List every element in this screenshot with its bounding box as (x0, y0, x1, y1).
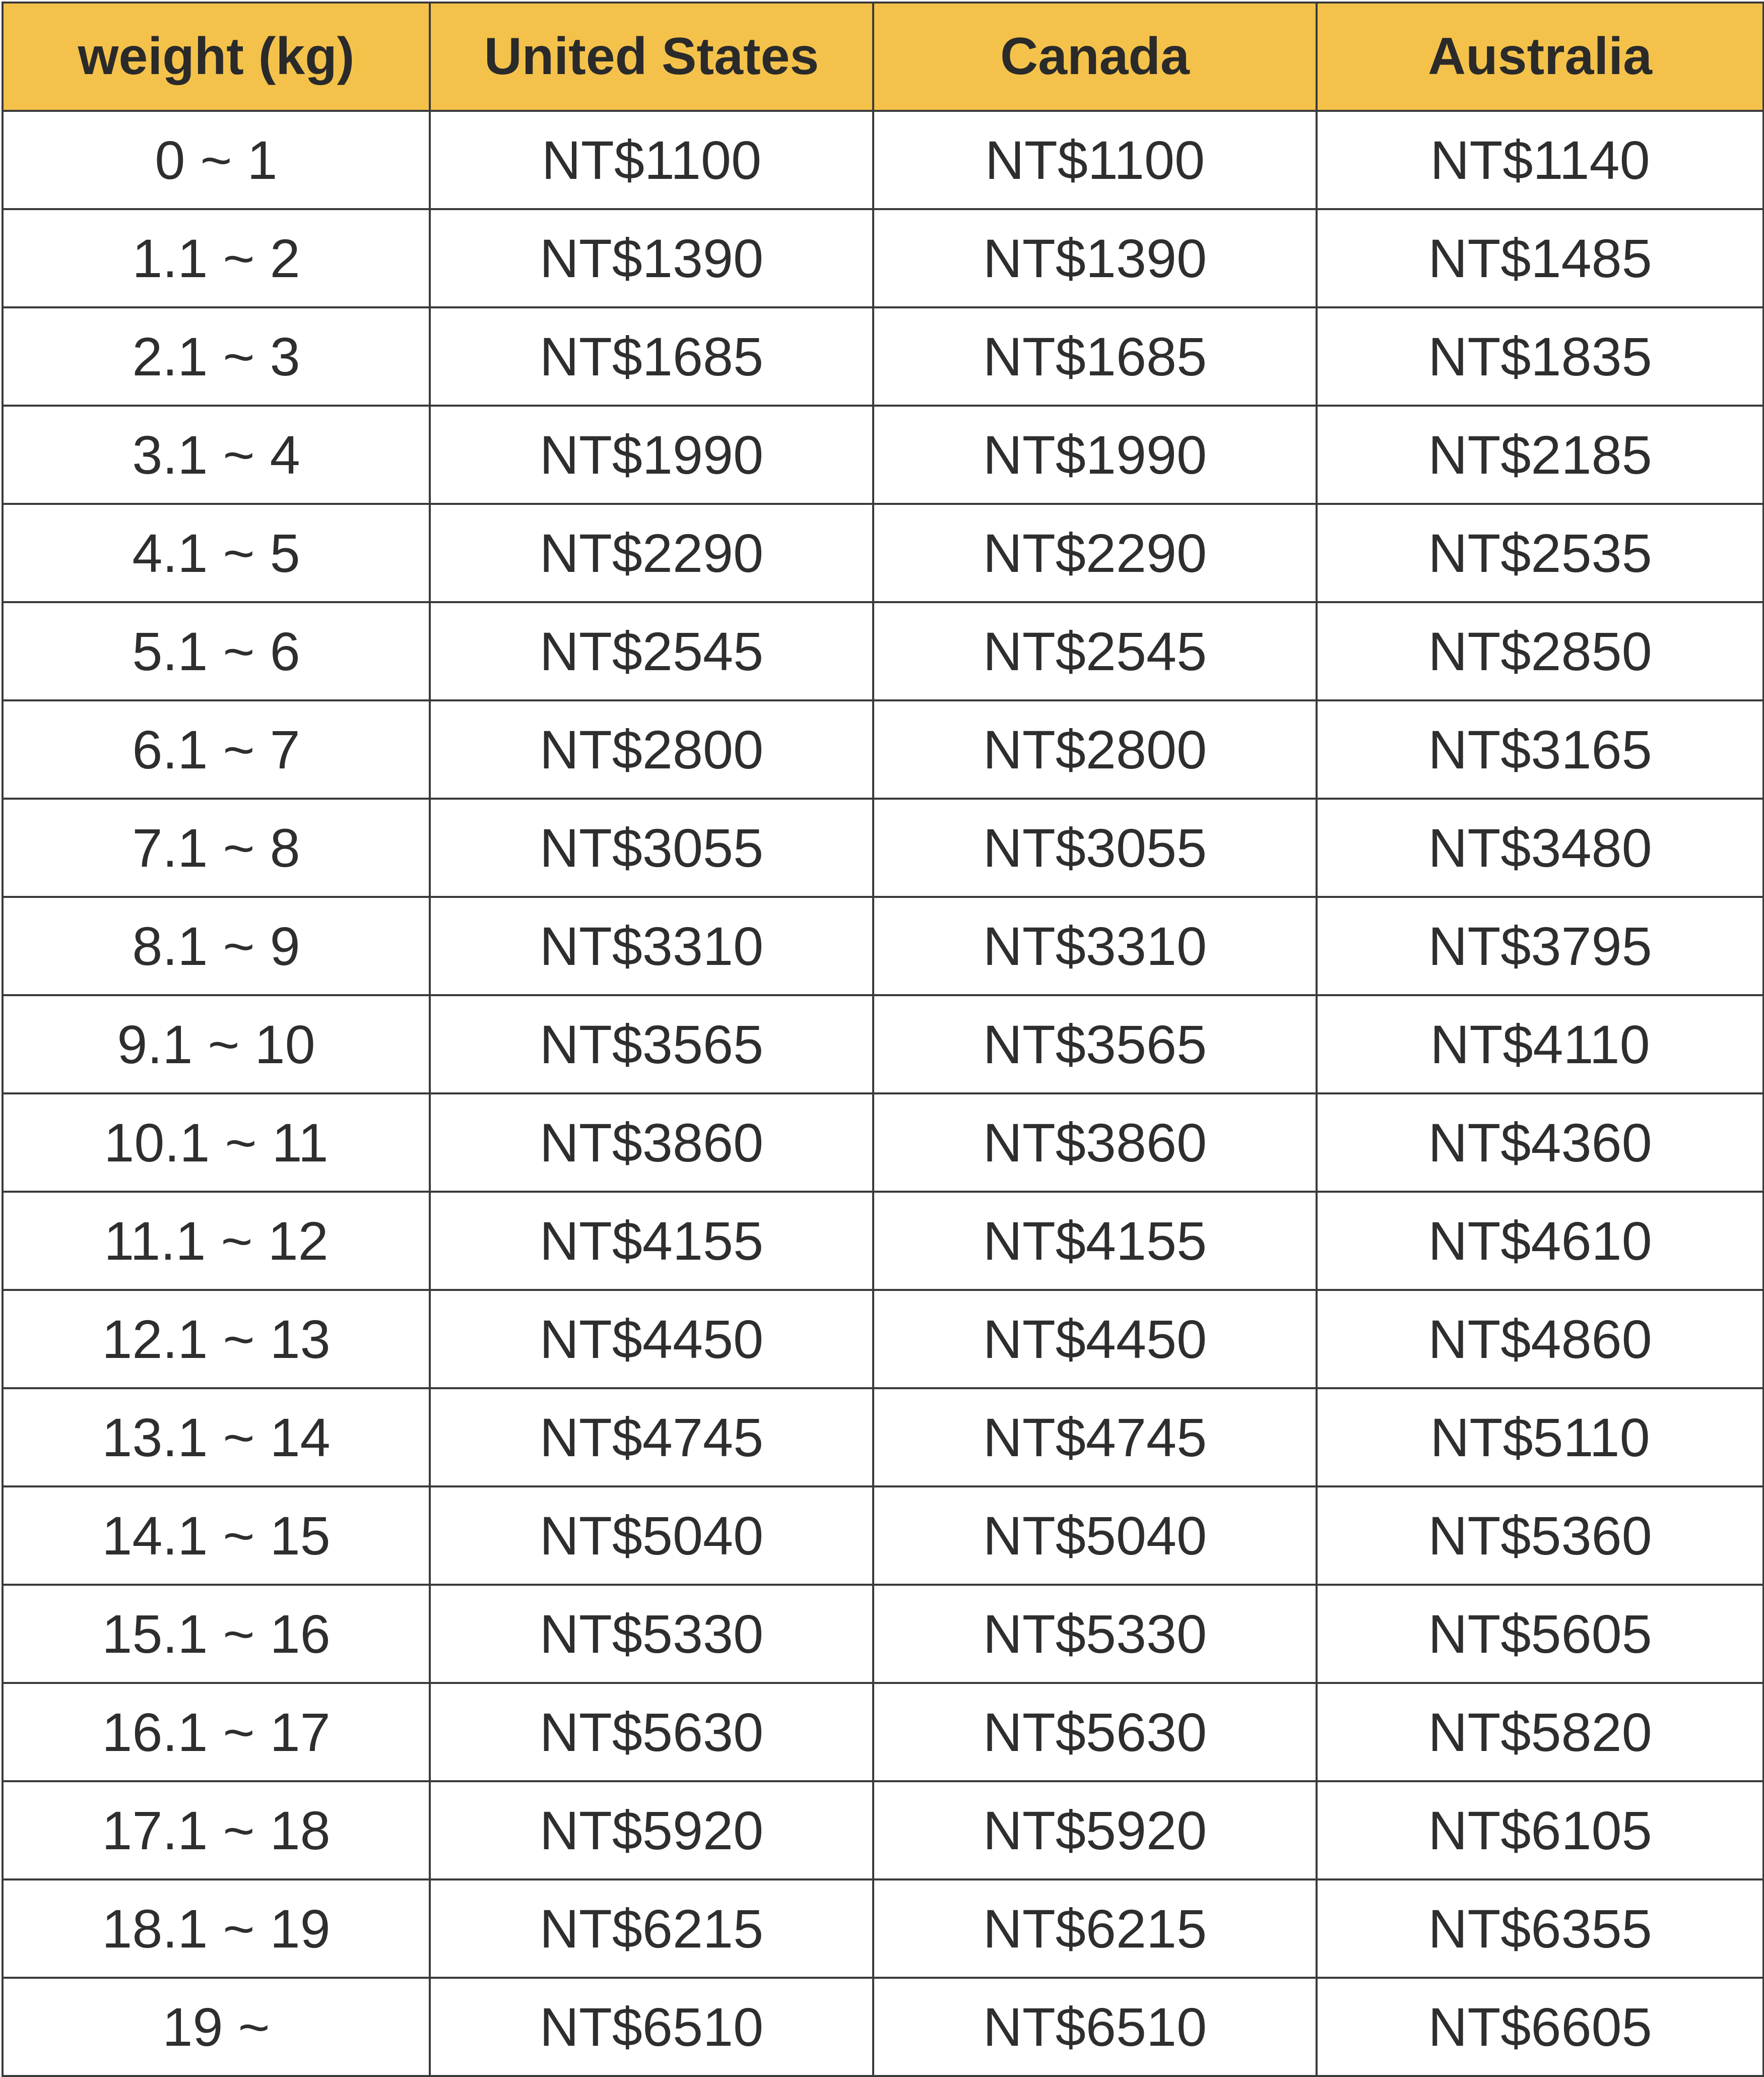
canada-price-cell: NT$5330 (873, 1585, 1317, 1683)
united-states-price-cell: NT$5040 (430, 1486, 873, 1585)
table-row (3, 700, 1763, 799)
canada-price-cell: NT$4155 (873, 1192, 1317, 1290)
weight-cell: 10.1 ~ 11 (3, 1093, 430, 1192)
canada-price-cell: NT$5920 (873, 1781, 1317, 1879)
weight-cell: 5.1 ~ 6 (3, 602, 430, 700)
australia-price-cell: NT$3480 (1317, 799, 1763, 897)
table-row (3, 1192, 1763, 1290)
australia-price-cell: NT$3795 (1317, 897, 1763, 995)
header-weight: weight (kg) (3, 3, 430, 111)
weight-cell: 13.1 ~ 14 (3, 1388, 430, 1486)
australia-price-cell: NT$1835 (1317, 307, 1763, 406)
table-row (3, 1879, 1763, 1978)
table-row (3, 1486, 1763, 1585)
header-canada: Canada (873, 3, 1317, 111)
united-states-price-cell: NT$1990 (430, 406, 873, 504)
canada-price-cell: NT$2290 (873, 504, 1317, 602)
table-row (3, 1290, 1763, 1388)
canada-price-cell: NT$2545 (873, 602, 1317, 700)
weight-cell: 2.1 ~ 3 (3, 307, 430, 406)
australia-price-cell: NT$6605 (1317, 1978, 1763, 2076)
weight-cell: 19 ~ (3, 1978, 430, 2076)
table-row (3, 1388, 1763, 1486)
weight-cell: 3.1 ~ 4 (3, 406, 430, 504)
table-row (3, 209, 1763, 307)
united-states-price-cell: NT$5330 (430, 1585, 873, 1683)
weight-cell: 12.1 ~ 13 (3, 1290, 430, 1388)
australia-price-cell: NT$1485 (1317, 209, 1763, 307)
table-row (3, 307, 1763, 406)
united-states-price-cell: NT$4450 (430, 1290, 873, 1388)
weight-cell: 16.1 ~ 17 (3, 1683, 430, 1781)
weight-cell: 11.1 ~ 12 (3, 1192, 430, 1290)
canada-price-cell: NT$1990 (873, 406, 1317, 504)
table-row (3, 1683, 1763, 1781)
table-row (3, 504, 1763, 602)
united-states-price-cell: NT$4745 (430, 1388, 873, 1486)
table-row (3, 111, 1763, 209)
australia-price-cell: NT$5820 (1317, 1683, 1763, 1781)
united-states-price-cell: NT$2800 (430, 700, 873, 799)
weight-cell: 18.1 ~ 19 (3, 1879, 430, 1978)
canada-price-cell: NT$3860 (873, 1093, 1317, 1192)
canada-price-cell: NT$5630 (873, 1683, 1317, 1781)
australia-price-cell: NT$5605 (1317, 1585, 1763, 1683)
australia-price-cell: NT$5360 (1317, 1486, 1763, 1585)
australia-price-cell: NT$3165 (1317, 700, 1763, 799)
united-states-price-cell: NT$1685 (430, 307, 873, 406)
table-row (3, 406, 1763, 504)
australia-price-cell: NT$6105 (1317, 1781, 1763, 1879)
united-states-price-cell: NT$3860 (430, 1093, 873, 1192)
table-row (3, 602, 1763, 700)
united-states-price-cell: NT$3310 (430, 897, 873, 995)
united-states-price-cell: NT$1390 (430, 209, 873, 307)
canada-price-cell: NT$3055 (873, 799, 1317, 897)
table-row (3, 1093, 1763, 1192)
table-row (3, 897, 1763, 995)
australia-price-cell: NT$2850 (1317, 602, 1763, 700)
united-states-price-cell: NT$5920 (430, 1781, 873, 1879)
canada-price-cell: NT$2800 (873, 700, 1317, 799)
canada-price-cell: NT$5040 (873, 1486, 1317, 1585)
australia-price-cell: NT$5110 (1317, 1388, 1763, 1486)
weight-cell: 9.1 ~ 10 (3, 995, 430, 1093)
canada-price-cell: NT$1390 (873, 209, 1317, 307)
canada-price-cell: NT$4450 (873, 1290, 1317, 1388)
united-states-price-cell: NT$5630 (430, 1683, 873, 1781)
canada-price-cell: NT$3565 (873, 995, 1317, 1093)
table-row (3, 1585, 1763, 1683)
table-row (3, 799, 1763, 897)
table-row (3, 995, 1763, 1093)
weight-cell: 15.1 ~ 16 (3, 1585, 430, 1683)
header-united-states: United States (430, 3, 873, 111)
weight-cell: 4.1 ~ 5 (3, 504, 430, 602)
australia-price-cell: NT$4860 (1317, 1290, 1763, 1388)
australia-price-cell: NT$4610 (1317, 1192, 1763, 1290)
australia-price-cell: NT$2535 (1317, 504, 1763, 602)
united-states-price-cell: NT$4155 (430, 1192, 873, 1290)
header-australia: Australia (1317, 3, 1763, 111)
weight-cell: 7.1 ~ 8 (3, 799, 430, 897)
united-states-price-cell: NT$2545 (430, 602, 873, 700)
australia-price-cell: NT$4360 (1317, 1093, 1763, 1192)
table-row (3, 1781, 1763, 1879)
weight-cell: 8.1 ~ 9 (3, 897, 430, 995)
weight-cell: 14.1 ~ 15 (3, 1486, 430, 1585)
canada-price-cell: NT$3310 (873, 897, 1317, 995)
weight-cell: 6.1 ~ 7 (3, 700, 430, 799)
united-states-price-cell: NT$1100 (430, 111, 873, 209)
australia-price-cell: NT$6355 (1317, 1879, 1763, 1978)
canada-price-cell: NT$6215 (873, 1879, 1317, 1978)
united-states-price-cell: NT$2290 (430, 504, 873, 602)
united-states-price-cell: NT$6215 (430, 1879, 873, 1978)
canada-price-cell: NT$1685 (873, 307, 1317, 406)
australia-price-cell: NT$1140 (1317, 111, 1763, 209)
table-body (3, 111, 1763, 2076)
canada-price-cell: NT$4745 (873, 1388, 1317, 1486)
united-states-price-cell: NT$6510 (430, 1978, 873, 2076)
canada-price-cell: NT$6510 (873, 1978, 1317, 2076)
table-header (3, 3, 1763, 111)
weight-cell: 1.1 ~ 2 (3, 209, 430, 307)
weight-cell: 17.1 ~ 18 (3, 1781, 430, 1879)
united-states-price-cell: NT$3055 (430, 799, 873, 897)
weight-cell: 0 ~ 1 (3, 111, 430, 209)
header-row (3, 3, 1763, 111)
canada-price-cell: NT$1100 (873, 111, 1317, 209)
australia-price-cell: NT$4110 (1317, 995, 1763, 1093)
australia-price-cell: NT$2185 (1317, 406, 1763, 504)
united-states-price-cell: NT$3565 (430, 995, 873, 1093)
table-row (3, 1978, 1763, 2076)
shipping-rate-table (2, 2, 1764, 2077)
